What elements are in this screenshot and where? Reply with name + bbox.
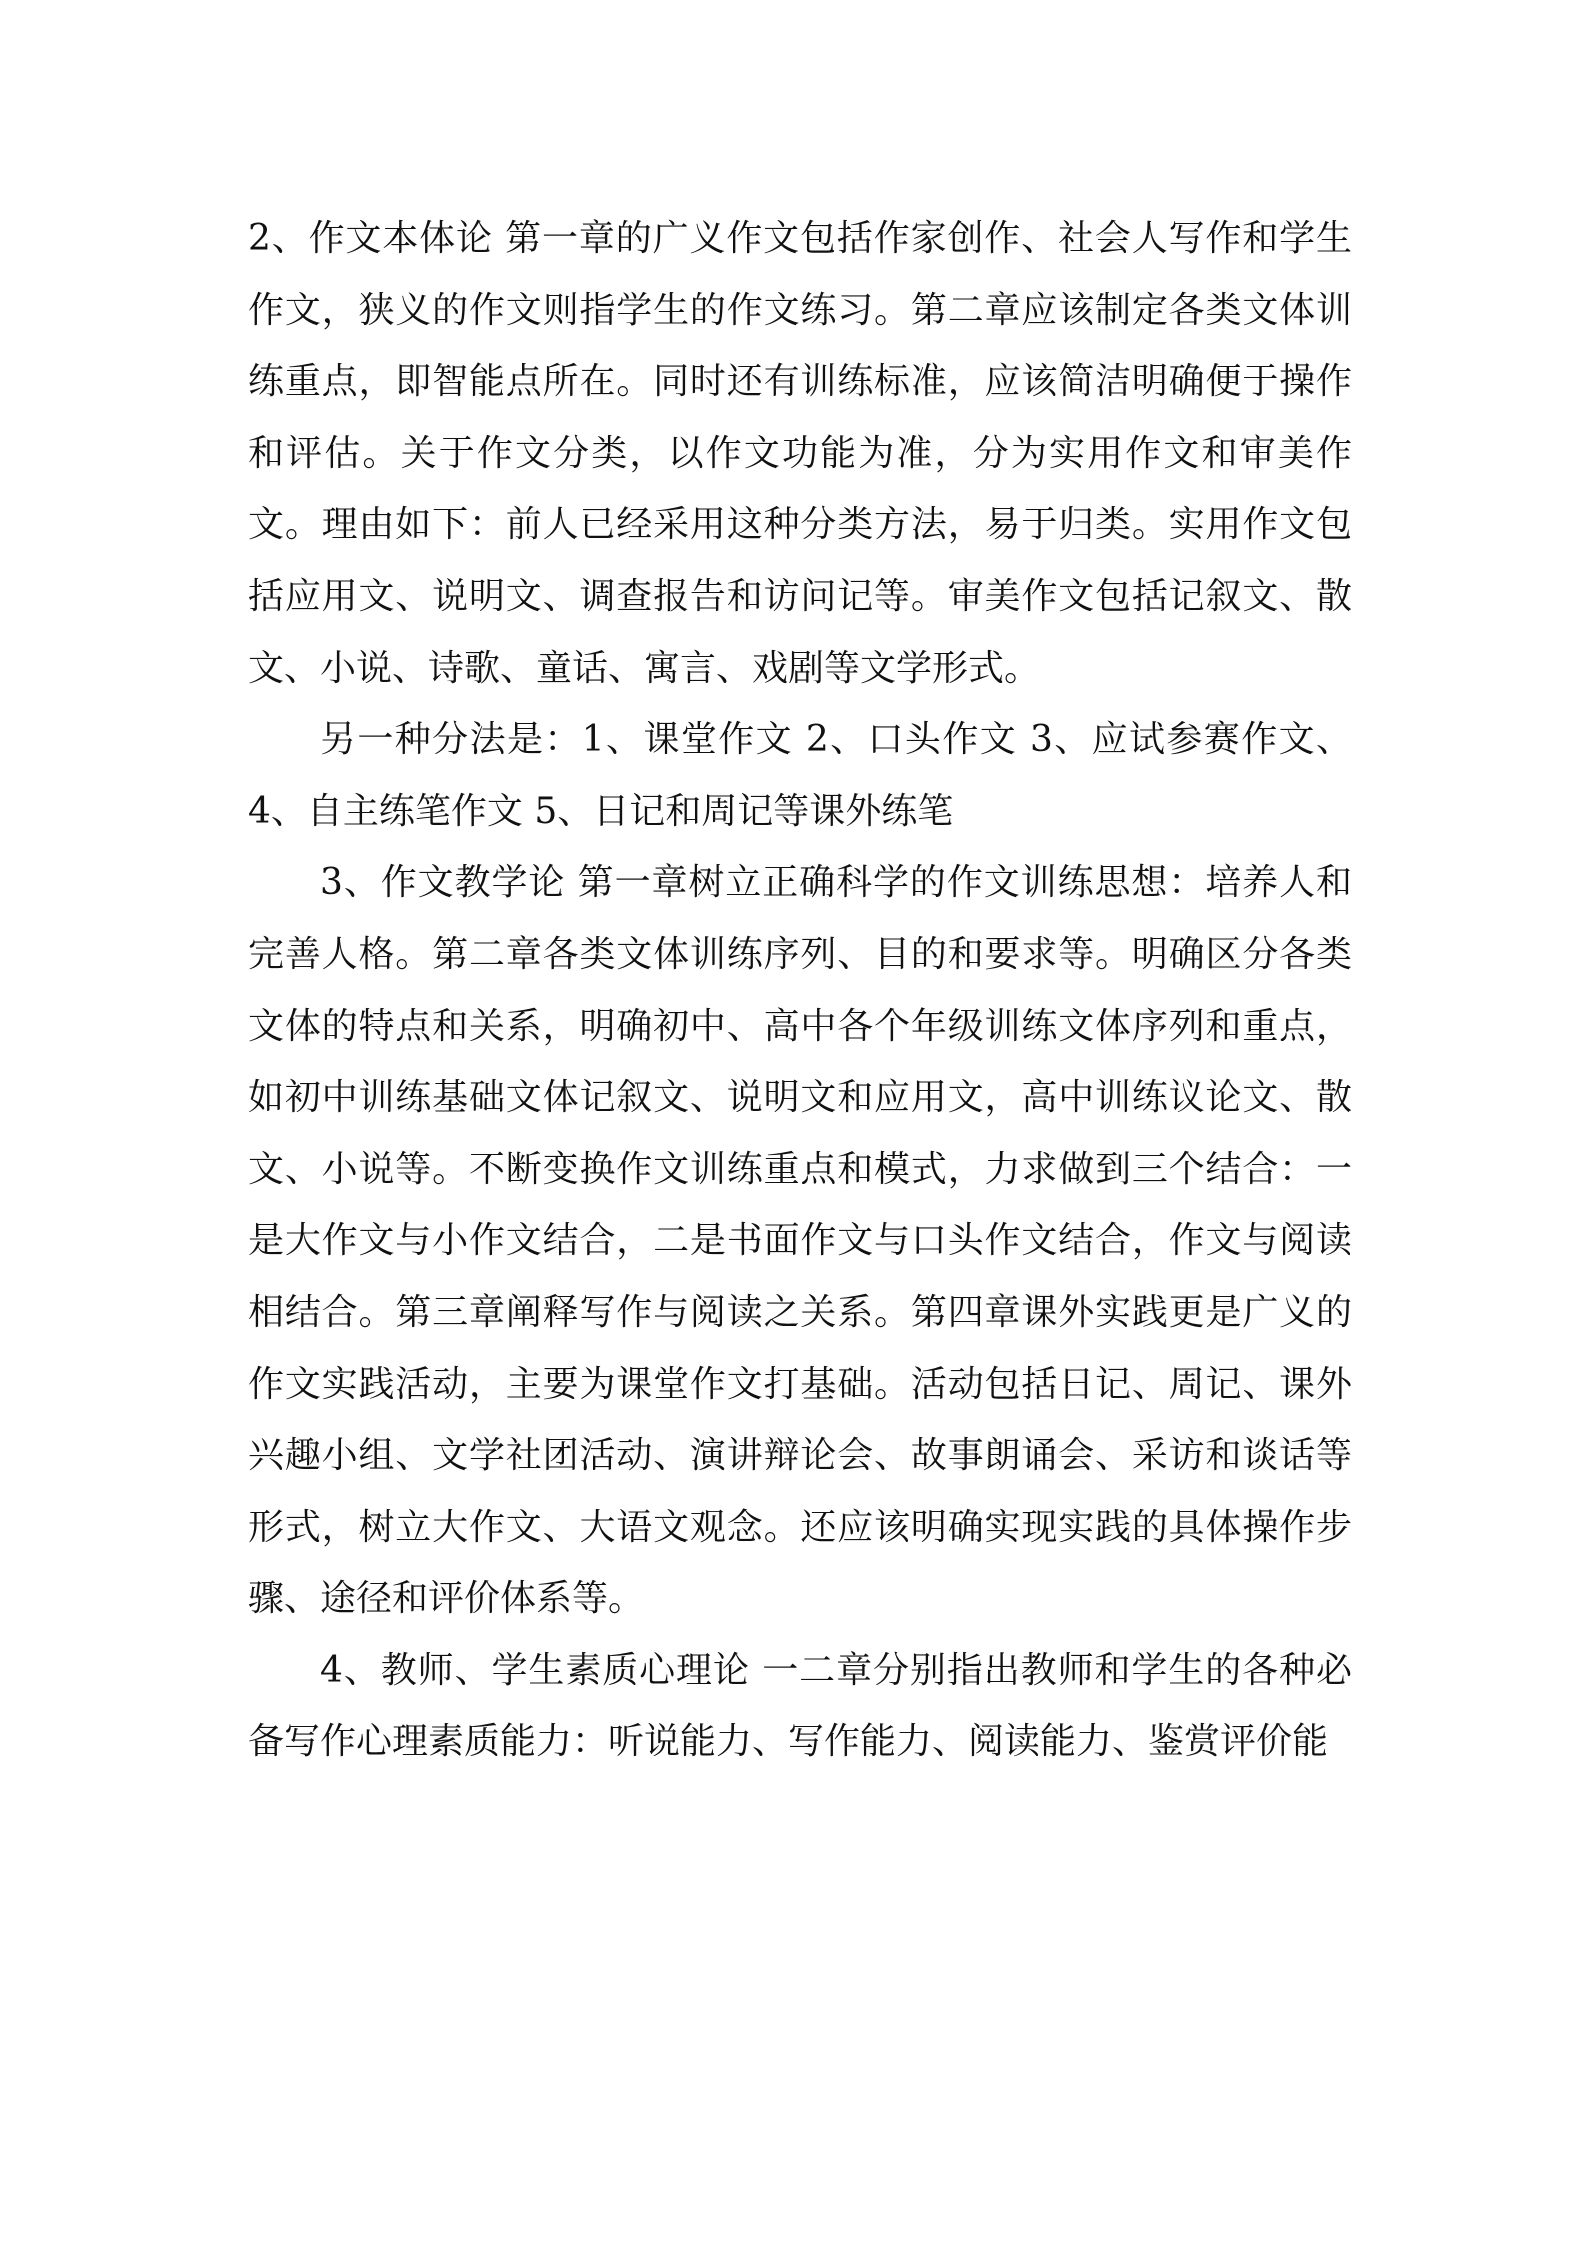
document-body bbox=[248, 203, 1352, 1778]
paragraph-classification: 另一种分法是：1、课堂作文 2、口头作文 3、应试参赛作文、4、自主练笔作文 5、日记和周记等课外练笔 bbox=[248, 719, 1352, 832]
paragraph-psychology: 4、教师、学生素质心理论 一二章分别指出教师和学生的各种必备写作心理素质能力：听说能力、写作能力、阅读能力、鉴赏评价能 bbox=[248, 1649, 1352, 1763]
paragraph-teaching: 3、作文教学论 第一章树立正确科学的作文训练思想：培养人和完善人格。第二章各类文体训练序列、目的和要求等。明确区分各类文体的特点和关系，明确初中、高中各个年级训练文体序列和重点，如初中训练基础文体记叙文、说明文和应用文，高中训练议论文、散文、小说等。不断变换作文训练重点和模式，力求做到三个结合：一是大作文与小作文结合，二是书面作文与口头作文结合，作文与阅读相结合。第三章阐释写作与阅读之关系。第四章课外实践更是广义的作文实践活动，主要为课堂作文打基础。活动包括日记、周记、课外兴趣小组、文学社团活动、演讲辩论会、故事朗诵会、采访和谈话等形式，树立大作文、大语文观念。还应该明确实现实践的具体操作步骤、途径和评价体系等。 bbox=[248, 862, 1352, 1620]
paragraph-ontology: 2、作文本体论 第一章的广义作文包括作家创作、社会人写作和学生作文，狭义的作文则指学生的作文练习。第二章应该制定各类文体训练重点，即智能点所在。同时还有训练标准，应该简洁明确便于操作和评估。关于作文分类，以作文功能为准，分为实用作文和审美作文。理由如下：前人已经采用这种分类方法，易于归类。实用作文包括应用文、说明文、调查报告和访问记等。审美作文包括记叙文、散文、小说、诗歌、童话、寓言、戏剧等文学形式。 bbox=[248, 218, 1352, 689]
